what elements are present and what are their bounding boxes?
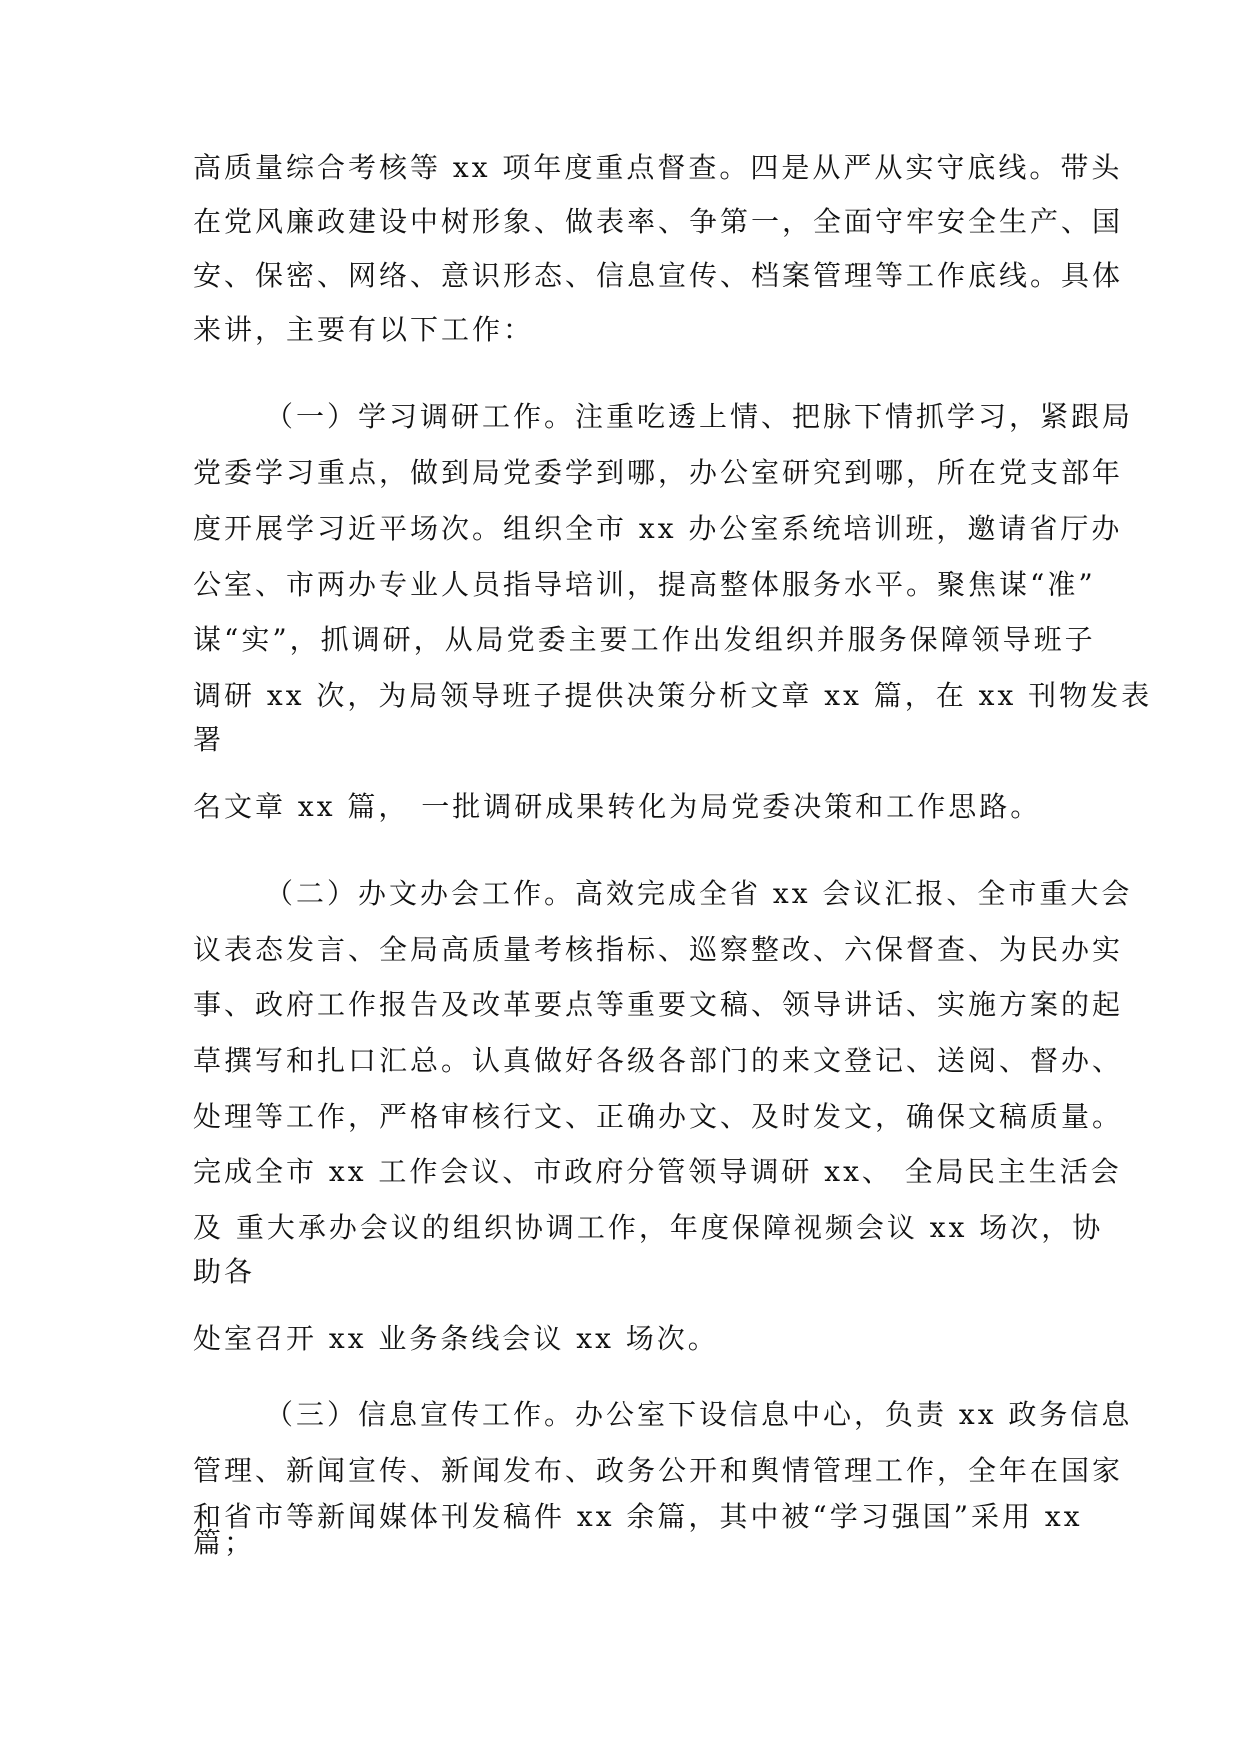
paragraph-heading-3: （三）信息宣传工作。办公室下设信息中心，负责 xx 政务信息 xyxy=(265,1398,1133,1431)
text-line: 完成全市 xx 工作会议、市政府分管领导调研 xx、 全局民主生活会 xyxy=(193,1155,1122,1188)
text-line: 署 xyxy=(193,723,225,756)
text-line: 处理等工作，严格审核行文、正确办文、及时发文，确保文稿质量。 xyxy=(193,1100,1124,1133)
text-line: 度开展学习近平场次。组织全市 xx 办公室系统培训班，邀请省厅办 xyxy=(193,512,1123,545)
text-line: 草撰写和扎口汇总。认真做好各级各部门的来文登记、送阅、督办、 xyxy=(193,1044,1124,1077)
text-line: 名文章 xx 篇， 一批调研成果转化为局党委决策和工作思路。 xyxy=(193,790,1042,823)
paragraph-heading-1: （一）学习调研工作。注重吃透上情、把脉下情抓学习，紧跟局 xyxy=(265,400,1134,433)
text-line: 安、保密、网络、意识形态、信息宣传、档案管理等工作底线。具体 xyxy=(193,259,1124,292)
text-line: 事、政府工作报告及改革要点等重要文稿、领导讲话、实施方案的起 xyxy=(193,988,1124,1021)
text-line: 党委学习重点，做到局党委学到哪，办公室研究到哪，所在党支部年 xyxy=(193,456,1124,489)
text-line: 高质量综合考核等 xx 项年度重点督查。四是从严从实守底线。带头 xyxy=(193,151,1123,184)
text-line: 管理、新闻宣传、新闻发布、政务公开和舆情管理工作，全年在国家 xyxy=(193,1454,1124,1487)
text-line: 助各 xyxy=(193,1255,256,1288)
text-line: 在党风廉政建设中树形象、做表率、争第一，全面守牢安全生产、国 xyxy=(193,205,1124,238)
text-line: 及 重大承办会议的组织协调工作，年度保障视频会议 xx 场次，协 xyxy=(193,1211,1104,1244)
text-line: 篇； xyxy=(193,1526,256,1559)
text-line: 处室召开 xx 业务条线会议 xx 场次。 xyxy=(193,1322,719,1355)
text-line: 来讲，主要有以下工作： xyxy=(193,313,535,346)
text-line: 和省市等新闻媒体刊发稿件 xx 余篇，其中被“学习强国”采用 xx xyxy=(193,1500,1083,1533)
paragraph-heading-2: （二）办文办会工作。高效完成全省 xx 会议汇报、全市重大会 xyxy=(265,877,1133,910)
text-line: 公室、市两办专业人员指导培训，提高整体服务水平。聚焦谋“准” xyxy=(193,568,1096,601)
text-line: 调研 xx 次，为局领导班子提供决策分析文章 xx 篇，在 xx 刊物发表 xyxy=(193,679,1153,712)
text-line: 议表态发言、全局高质量考核指标、巡察整改、六保督查、为民办实 xyxy=(193,933,1124,966)
text-line: 谋“实”，抓调研，从局党委主要工作出发组织并服务保障领导班子 xyxy=(193,623,1096,656)
